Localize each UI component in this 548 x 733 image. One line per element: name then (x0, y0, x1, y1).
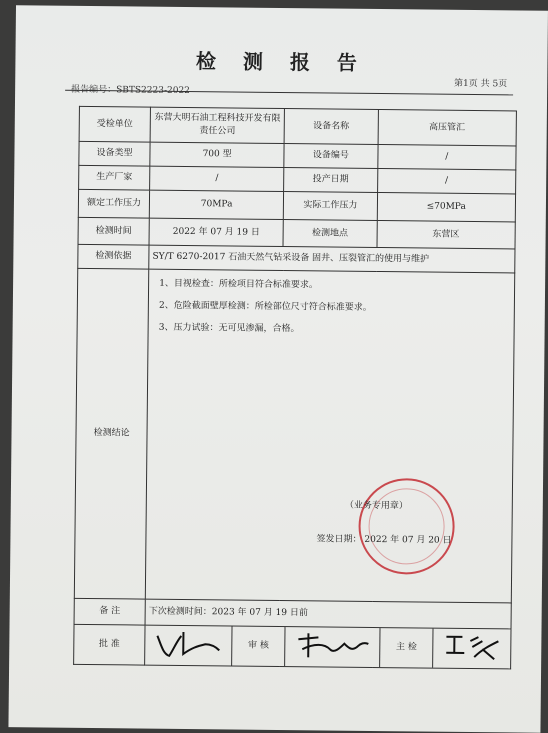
approve-signature (145, 626, 232, 666)
inspector-signature-mark (442, 631, 502, 662)
test-time-value: 2022 年 07 月 19 日 (149, 218, 283, 246)
test-place-label: 检测地点 (283, 220, 377, 248)
remark-label: 备 注 (74, 598, 145, 625)
basis-label: 检测依据 (78, 244, 149, 269)
device-type-label: 设备类型 (79, 141, 150, 166)
actual-pressure-label: 实际工作压力 (284, 192, 378, 221)
test-place-value: 东营区 (377, 221, 516, 249)
conclusion-item: 2、危险截面壁厚检测：所检部位尺寸符合标准要求。 (158, 300, 372, 313)
device-name-value: 高压管汇 (378, 110, 517, 146)
conclusion-content (145, 269, 514, 603)
client-label: 受检单位 (79, 106, 150, 142)
inspector-label: 主 检 (380, 628, 433, 668)
device-no-value: / (377, 145, 516, 170)
device-name-label: 设备名称 (284, 109, 378, 145)
conclusion-item: 3、压力试验：无可见渗漏，合格。 (158, 322, 300, 335)
rated-pressure-label: 额定工作压力 (78, 189, 149, 218)
inspection-form (73, 106, 517, 670)
device-type-value: 700 型 (150, 142, 284, 167)
issue-date: 签发日期： 2022 年 07 月 20 日 (316, 534, 452, 546)
remark-value: 下次检测时间：2023 年 07 月 19 日前 (145, 599, 511, 629)
review-label: 审 核 (232, 627, 285, 667)
rated-pressure-value: 70MPa (149, 190, 283, 219)
review-signature (285, 627, 380, 667)
client-value: 东营大明石油工程科技开发有限责任公司 (150, 107, 284, 143)
test-time-label: 检测时间 (78, 217, 149, 245)
approve-label: 批 准 (74, 624, 146, 665)
report-page (8, 5, 548, 733)
page-number: 第1页 共 5页 (453, 78, 508, 90)
actual-pressure-value: ≤70MPa (377, 193, 516, 222)
manufacturer-value: / (150, 166, 284, 191)
conclusion-item: 1、目视检查：所检项目符合标准要求。 (159, 278, 319, 291)
basis-value: SY/T 6270-2017 石油天然气钻采设备 固井、压裂管汇的使用与维护 (149, 245, 515, 273)
official-seal (358, 478, 455, 575)
seal-note: （业务专用章） (344, 500, 408, 512)
approve-signature-mark (153, 628, 223, 659)
device-no-label: 设备编号 (284, 144, 378, 169)
review-signature-mark (294, 629, 370, 660)
inspector-signature (433, 629, 511, 669)
commission-label: 投产日期 (284, 168, 378, 193)
commission-value: / (377, 169, 516, 194)
conclusion-label: 检测结论 (74, 268, 149, 599)
document-title: 检 测 报 告 (195, 49, 367, 75)
report-number: 报告编号：SBTS2223-2022 (71, 84, 190, 97)
manufacturer-label: 生产厂家 (79, 165, 150, 190)
